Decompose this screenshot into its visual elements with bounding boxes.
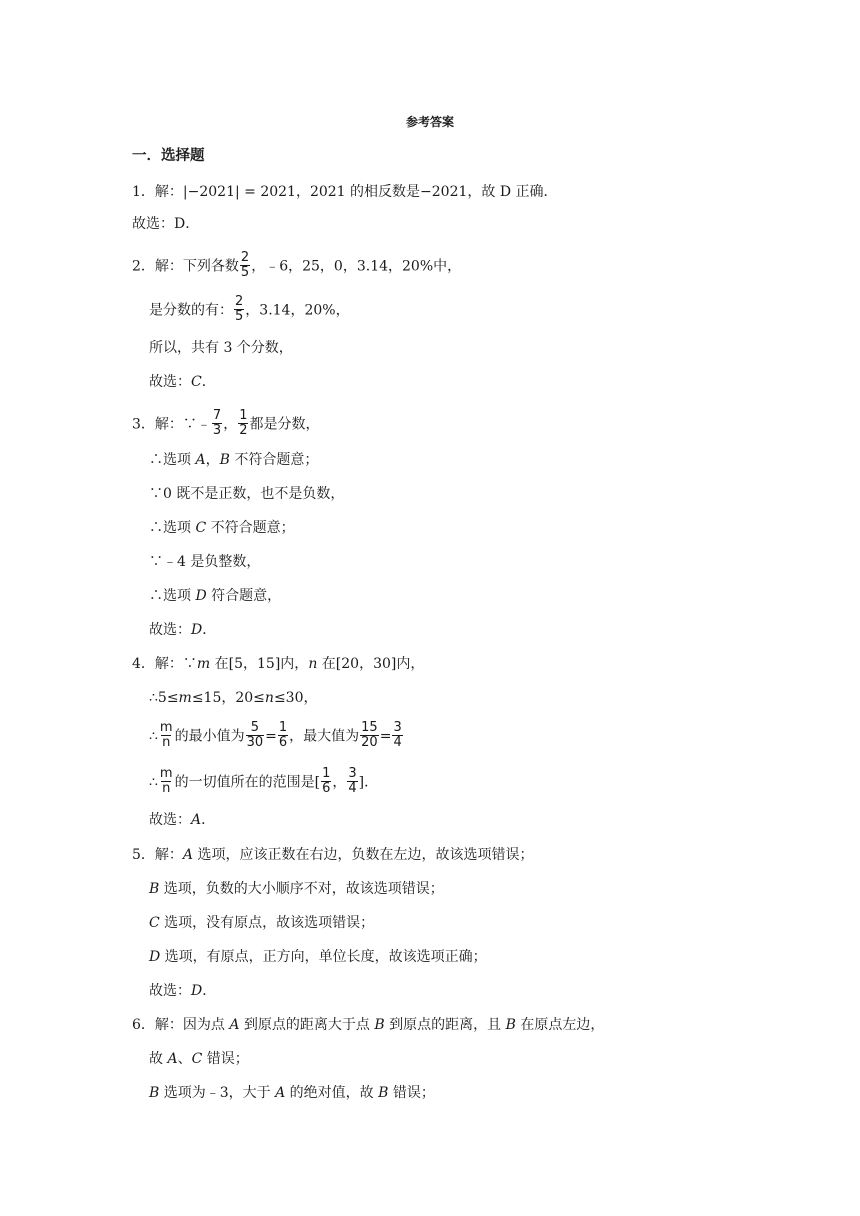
q6-line-3: B 选项为﹣3，大于 A 的绝对值，故 B 错误； xyxy=(149,1085,435,1101)
q6-line-1: 6．解：因为点 A 到原点的距离大于点 B 到原点的距离，且 B 在原点左边， xyxy=(132,1017,605,1033)
q5-line-2: B 选项，负数的大小顺序不对，故该选项错误； xyxy=(149,881,444,897)
fraction: $\frac{2}{5}$ xyxy=(235,294,244,324)
q3-line-5: ∵﹣4 是负整数， xyxy=(149,554,261,570)
q5-line-3: C 选项，没有原点，故该选项错误； xyxy=(149,915,375,931)
fraction: $\frac{1}{6}$ xyxy=(278,720,288,750)
q3-line-6: ∴选项 D 符合题意， xyxy=(149,588,282,604)
fraction: $\frac{3}{4}$ xyxy=(393,720,402,750)
fraction: $\frac{3}{4}$ xyxy=(348,766,357,796)
fraction: $\frac{1}{6}$ xyxy=(322,766,331,796)
page-title: 参考答案 xyxy=(405,115,454,129)
q3-line-4: ∴选项 C 不符合题意； xyxy=(149,520,295,536)
fraction-m-over-n: $\frac{m}{n}$ xyxy=(159,766,173,796)
q4-line-2: ∴5≤m≤15，20≤n≤30， xyxy=(149,690,318,706)
fraction: $\frac{7}{3}$ xyxy=(212,408,222,438)
section-heading: 一．选择题 xyxy=(132,147,205,164)
fraction: $\frac{2}{5}$ xyxy=(240,250,250,280)
q5-line-5: 故选：D． xyxy=(149,983,217,999)
q3-line-7: 故选：D． xyxy=(149,622,217,638)
fraction: $\frac{15}{20}$ xyxy=(361,720,378,750)
fraction: $\frac{5}{30}$ xyxy=(246,720,264,750)
q6-line-2: 故 A、C 错误； xyxy=(149,1051,249,1067)
q1-line-2: 故选：D． xyxy=(132,216,200,232)
q5-line-1: 5．解：A 选项，应该正数在右边，负数在左边，故该选项错误； xyxy=(132,847,534,863)
q2-line-2: 是分数的有： $\frac{2}{5}$ ，3.14，20%， xyxy=(149,294,350,324)
q2-line-3: 所以，共有 3 个分数， xyxy=(149,340,293,356)
q5-line-4: D 选项，有原点，正方向，单位长度，故该选项正确； xyxy=(149,949,487,965)
q3-line-2: ∴选项 A，B 不符合题意； xyxy=(149,452,319,468)
q3-line-1: 3．解：∵﹣ $\frac{7}{3}$ ， $\frac{1}{2}$ 都是分数， xyxy=(132,408,320,438)
q3-line-3: ∵0 既不是正数，也不是负数， xyxy=(149,486,345,502)
q4-line-5: 故选：A． xyxy=(149,812,216,828)
q4-line-3: ∴ $\frac{m}{n}$ 的最小值为 $\frac{5}{30}$ = $\frac{1}{6}$ ，最大值为 $\frac{15}{20}$ = $\frac{3}{4}$ xyxy=(149,720,402,750)
fraction: $\frac{1}{2}$ xyxy=(239,408,248,438)
q4-line-4: ∴ $\frac{m}{n}$ 的一切值所在的范围是[ $\frac{1}{6}$ ， $\frac{3}{4}$ ]． xyxy=(149,766,379,796)
fraction-m-over-n: $\frac{m}{n}$ xyxy=(159,720,173,750)
q2-line-1: 2．解：下列各数 $\frac{2}{5}$ ，﹣6，25，0，3.14，20%中， xyxy=(132,250,462,280)
q1-line-1: 1．解：|−2021| = 2021，2021 的相反数是−2021，故 D 正确． xyxy=(132,184,558,200)
q4-line-1: 4．解：∵m 在[5，15]内，n 在[20，30]内， xyxy=(132,656,425,672)
q2-line-4: 故选：C． xyxy=(149,374,216,390)
